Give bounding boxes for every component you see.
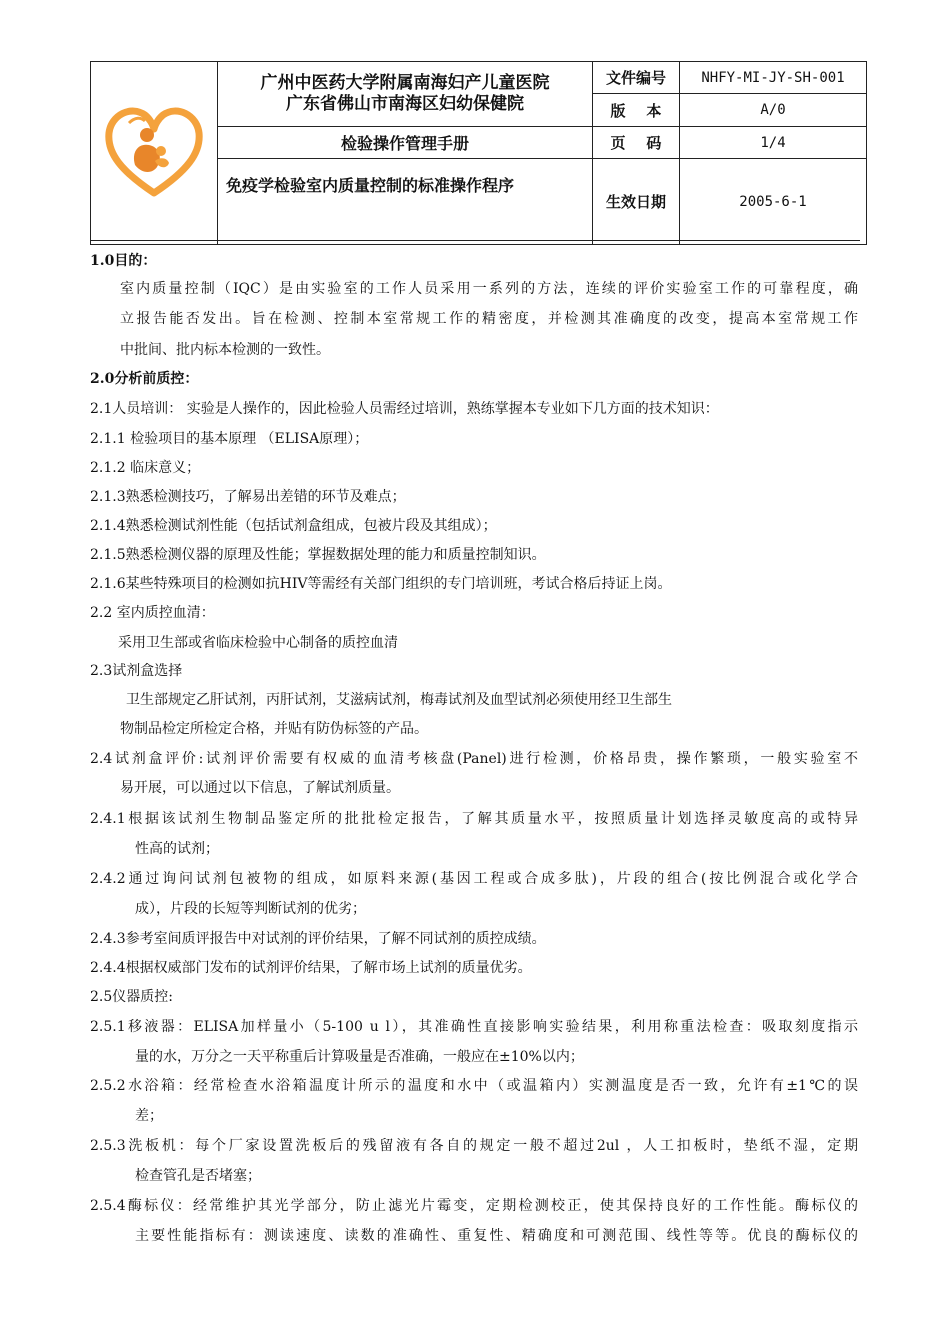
- page-label: 页 码: [593, 127, 680, 159]
- hospital-logo-cell: [91, 62, 218, 245]
- body-text: 易开展，可以通过以下信息，了解试剂质量。: [120, 780, 400, 796]
- body-text: 量的水，万分之一天平称重后计算吸量是否准确，一般应在±10%以内；: [135, 1049, 584, 1065]
- organization-line-1: 广州中医药大学附属南海妇产儿童医院: [260, 73, 550, 93]
- body-text: 2.4试剂盒评价:试剂评价需要有权威的血清考核盘(Panel)进行检测，价格昂贵，操作繁琐，一般实验室不: [90, 751, 858, 767]
- hospital-logo-icon: [101, 101, 207, 201]
- body-text: 2.1.1 检验项目的基本原理 （ELISA原理）；: [90, 431, 369, 447]
- organization-line-2: 广东省佛山市南海区妇幼保健院: [286, 94, 524, 114]
- body-text: 2.5.2水浴箱：经常检查水浴箱温度计所示的温度和水中（或温箱内）实测温度是否一致，允许有±1℃的误: [90, 1078, 858, 1094]
- body-text: 室内质量控制（IQC）是由实验室的工作人员采用一系列的方法，连续的评价实验室工作的可靠程度，确: [120, 281, 858, 297]
- page-value: 1/4: [680, 127, 867, 159]
- doc-number-value: NHFY-MI-JY-SH-001: [680, 62, 867, 94]
- body-text: 差；: [135, 1108, 163, 1124]
- body-text: 2.1.5熟悉检测仪器的原理及性能；掌握数据处理的能力和质量控制知识。: [90, 547, 546, 563]
- body-text: 成），片段的长短等判断试剂的优劣；: [135, 901, 366, 917]
- body-text: 2.1.2 临床意义；: [90, 460, 201, 476]
- body-text: 2.5.1移液器：ELISA加样量小（5-100 u l），其准确性直接影响实验结果，利用称重法检查：吸取刻度指示: [90, 1019, 858, 1035]
- document-header-table: [90, 61, 867, 245]
- procedure-title: 免疫学检验室内质量控制的标准操作程序: [218, 159, 593, 245]
- body-text: 2.1人员培训： 实验是人操作的，因此检验人员需经过培训，熟练掌握本专业如下几方面的技术知识：: [90, 401, 719, 417]
- body-text: 2.3试剂盒选择: [90, 663, 183, 679]
- body-text: 2.4.4根据权威部门发布的试剂评价结果，了解市场上试剂的质量优劣。: [90, 960, 532, 976]
- body-text: 2.1.6某些特殊项目的检测如抗HIV等需经有关部门组织的专门培训班，考试合格后持证上岗。: [90, 576, 672, 592]
- body-text: 卫生部规定乙肝试剂，丙肝试剂，艾滋病试剂，梅毒试剂及血型试剂必须使用经卫生部生: [126, 692, 672, 708]
- body-text: 2.5仪器质控:: [90, 989, 173, 1005]
- organization-name: [218, 62, 593, 127]
- body-text: 2.1.3熟悉检测技巧，了解易出差错的环节及难点；: [90, 489, 406, 505]
- version-value: A/0: [680, 94, 867, 127]
- body-text: 性高的试剂；: [135, 841, 219, 857]
- effective-date-value: 2005-6-1: [680, 159, 867, 245]
- body-text: 2.2 室内质控血清：: [90, 605, 215, 621]
- effective-date-label: 生效日期: [593, 159, 680, 245]
- body-text: 采用卫生部或省临床检验中心制备的质控血清: [118, 635, 398, 651]
- version-label: 版 本: [593, 94, 680, 127]
- manual-title: 检验操作管理手册: [218, 127, 593, 159]
- body-text: 2.4.1根据该试剂生物制品鉴定所的批批检定报告，了解其质量水平，按照质量计划选择灵敏度高的或特异: [90, 811, 858, 827]
- section-heading: 2.0分析前质控：: [90, 371, 199, 387]
- body-text: 立报告能否发出。旨在检测、控制本室常规工作的精密度，并检测其准确度的改变，提高本室常规工作: [120, 311, 858, 327]
- section-heading: 1.0目的：: [90, 253, 157, 269]
- header-divider: [90, 240, 860, 241]
- body-text: 检查管孔是否堵塞；: [135, 1168, 261, 1184]
- body-text: 主要性能指标有：测读速度、读数的准确性、重复性、精确度和可测范围、线性等等。优良的酶标仪的: [135, 1228, 858, 1244]
- body-text: 中批间、批内标本检测的一致性。: [120, 342, 330, 358]
- body-text: 2.1.4熟悉检测试剂性能（包括试剂盒组成，包被片段及其组成）；: [90, 518, 497, 534]
- body-text: 2.5.4酶标仪：经常维护其光学部分，防止滤光片霉变，定期检测校正，使其保持良好的工作性能。酶标仪的: [90, 1198, 858, 1214]
- body-text: 2.4.2通过询问试剂包被物的组成，如原料来源(基因工程或合成多肽)，片段的组合(按比例混合或化学合: [90, 871, 858, 887]
- body-text: 2.4.3参考室间质评报告中对试剂的评价结果，了解不同试剂的质控成绩。: [90, 931, 546, 947]
- body-text: 2.5.3洗板机：每个厂家设置洗板后的残留液有各自的规定一般不超过2ul ，人工扣板时，垫纸不湿，定期: [90, 1138, 858, 1154]
- doc-number-label: 文件编号: [593, 62, 680, 94]
- body-text: 物制品检定所检定合格，并贴有防伪标签的产品。: [120, 721, 428, 737]
